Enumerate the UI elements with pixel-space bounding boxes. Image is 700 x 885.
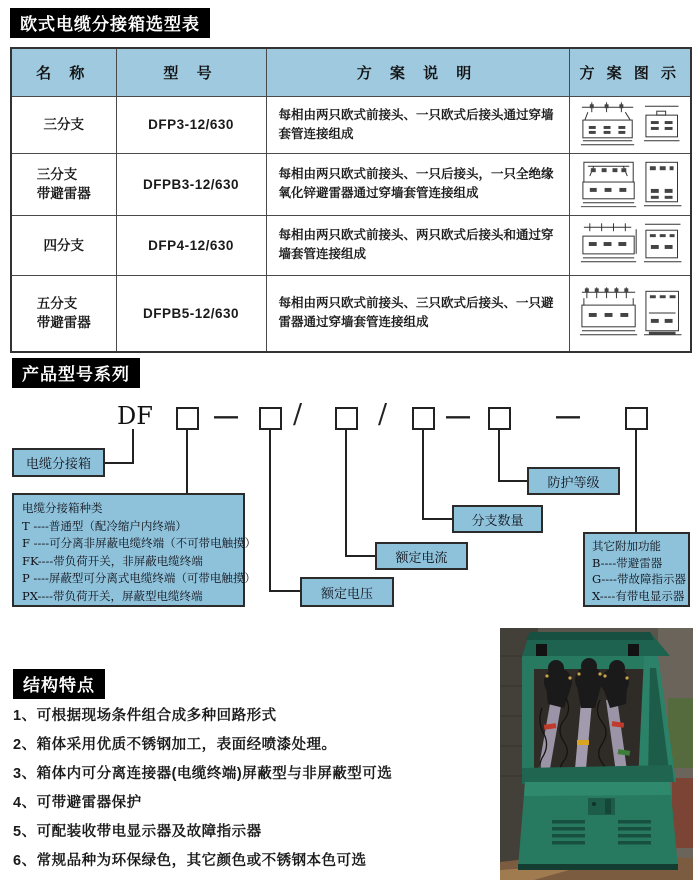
feature-item: 6、常规品种为环保绿色，其它颜色或不锈钢本色可选 [13,853,367,869]
slash-separator: / [378,399,388,430]
model-code-box-current [335,407,358,430]
cell-model: DFP4-12/630 [116,215,266,275]
cell-description: 每相由两只欧式前接头、两只欧式后接头和通过穿墙套管连接组成 [266,215,569,275]
features-list [13,706,493,880]
cell-description: 每相由两只欧式前接头、一只欧式后接头通过穿墙套管连接组成 [266,96,569,153]
feature-item: 1、可根据现场条件组合成多种回路形式 [13,708,277,724]
cell-name: 四分支 [11,215,116,275]
extra-option: X----有带电显示器 [592,588,685,603]
label-branch-count: 分支数量 [452,505,543,533]
column-header-name: 名 称 [11,48,116,96]
model-code-box-protection [488,407,511,430]
dash-separator: — [214,403,238,430]
extra-option: B----带避雷器 [592,555,663,570]
label-protection-grade: 防护等级 [527,467,620,495]
type-option: F ----可分离非屏蔽电缆终端（不可带电触摸） [22,536,257,550]
feature-item: 4、可带避雷器保护 [13,795,142,811]
cell-model: DFPB5-12/630 [116,275,266,352]
model-code-box-type [176,407,199,430]
feature-item: 5、可配装收带电显示器及故障指示器 [13,824,262,840]
column-header-model: 型 号 [116,48,266,96]
dash-separator: — [556,403,580,430]
label-box-types [12,493,257,607]
cell-name: 五分支 带避雷器 [11,275,116,352]
model-code-box-branches [412,407,435,430]
slash-separator: / [293,399,303,430]
product-photo-cable-branch-box [500,628,693,880]
dash-separator: — [446,403,470,430]
label-box-extras [583,532,690,607]
section-title-model-series: 产品型号系列 [12,358,140,388]
cell-name: 三分支 [11,96,116,153]
section-title-selection-table: 欧式电缆分接箱选型表 [10,8,210,38]
label-cable-branch-box: 电缆分接箱 [12,448,105,477]
model-prefix: DF [117,402,153,430]
cell-model: DFPB3-12/630 [116,153,266,215]
column-header-description: 方 案 说 明 [266,48,569,96]
type-option: FK----带负荷开关，非屏蔽电缆终端 [22,553,203,568]
cell-description: 每相由两只欧式前接头、一只后接头，一只全绝缘氧化锌避雷器通过穿墙套管连接组成 [266,153,569,215]
extras-title: 其它附加功能 [592,539,661,553]
type-option: PX----带负荷开关，屏蔽型电缆终端 [22,588,203,603]
cell-description: 每相由两只欧式前接头、三只欧式后接头、一只避雷器通过穿墙套管连接组成 [266,275,569,352]
label-rated-current: 额定电流 [375,542,468,570]
model-code-box-extras [625,407,648,430]
types-title: 电缆分接箱种类 [22,501,103,515]
type-option: P ----屏蔽型可分离式电缆终端（可带电触摸） [22,571,256,585]
extra-option: G----带故障指示器 [592,572,686,586]
type-option: T ----普通型（配冷缩户内终端） [22,518,187,533]
model-code-box-voltage [259,407,282,430]
cell-model: DFP3-12/630 [116,96,266,153]
feature-item: 3、箱体内可分离连接器(电缆终端)屏蔽型与非屏蔽型可选 [13,766,393,782]
label-rated-voltage: 额定电压 [300,577,394,607]
feature-item: 2、箱体采用优质不锈钢加工，表面经喷漆处理。 [13,737,337,753]
cell-name: 三分支 带避雷器 [11,153,116,215]
section-title-features: 结构特点 [13,669,105,699]
column-header-diagram: 方 案 图 示 [569,48,691,96]
